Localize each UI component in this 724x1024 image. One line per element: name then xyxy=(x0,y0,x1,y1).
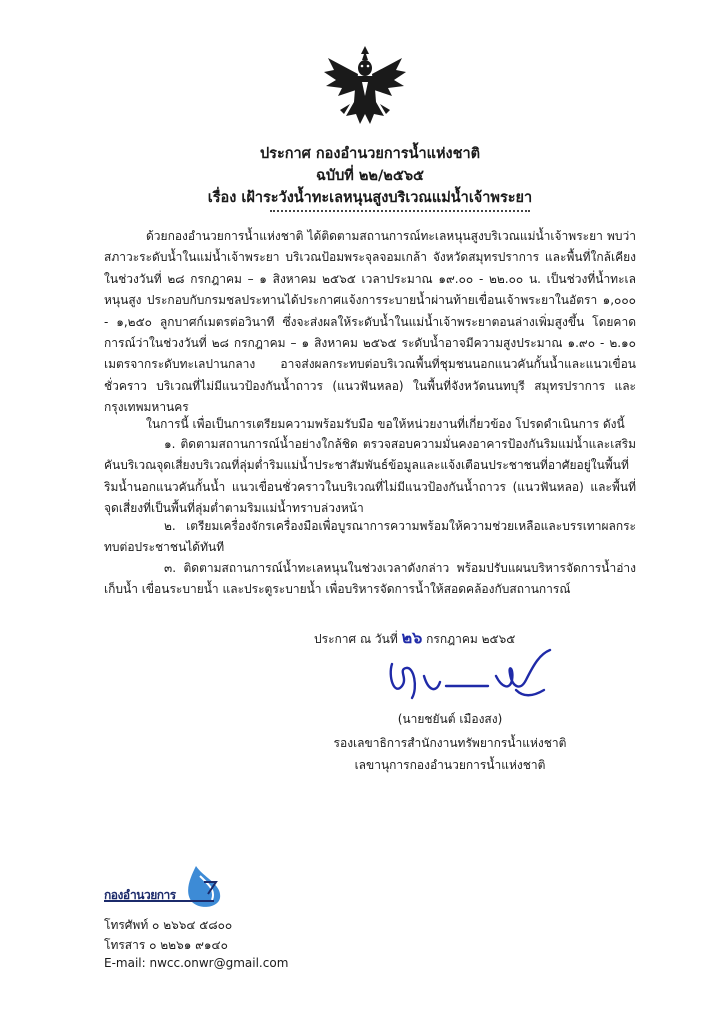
handwritten-signature xyxy=(384,646,564,708)
announcement-subject: เรื่อง เฝ้าระวังน้ำทะเลหนุนสูงบริเวณแม่น้ำเจ้าพระยา xyxy=(207,190,533,206)
contact-phone: โทรศัพท์ ๐ ๒๖๖๔ ๕๘๐๐ xyxy=(104,918,233,932)
announcement-number: ฉบับที่ ๒๒/๒๕๖๕ xyxy=(315,168,424,184)
body-paragraph-request: ในการนี้ เพื่อเป็นการเตรียมความพร้อมรับมือ ขอให้หน่วยงานที่เกี่ยวข้อง โปรดดำเนินการ ดังนี้ xyxy=(146,417,625,431)
contact-email: E-mail: nwcc.onwr@gmail.com xyxy=(104,956,289,970)
signer-position-primary: รองเลขาธิการสำนักงานทรัพยากรน้ำแห่งชาติ xyxy=(333,736,567,750)
signer-name: (นายชยันต์ เมืองสง) xyxy=(397,712,503,726)
date-day-handwritten: ๒๖ xyxy=(401,628,423,647)
contact-fax: โทรสาร ๐ ๒๒๖๑ ๙๑๔๐ xyxy=(104,938,228,952)
garuda-emblem-icon xyxy=(320,44,410,128)
action-item-1: ๑. ติดตามสถานการณ์น้ำอย่างใกล้ชิด ตรวจสอบความมั่นคงอาคารป้องกันริมแม่น้ำและเสริมคันบริเวณจุดเสี่ยงบริเวณที่ลุ่มต่ำริมแม่น้ำประชาสัมพันธ์ข้อมูลและแจ้งเตือนประชาชนที่อาศัยอยู่ในพื้นที่ริมน้ำนอกแนวคันกั้นน้ำ แนวเขื่อนชั่วคราวในบริเวณที่ไม่มีแนวป้องกันน้ำถาวร (แนวฟันหลอ) และพื้นที่จุดเสี่ยงที่เป็นพื้นที่ลุ่มต่ำตามริมแม่น้ำทราบล่วงหน้า xyxy=(104,437,636,516)
action-item-2: ๒. เตรียมเครื่องจักรเครื่องมือเพื่อบูรณาการความพร้อมให้ความช่วยเหลือและบรรเทาผลกระทบต่อประชาชนได้ทันที xyxy=(104,519,636,555)
title-divider xyxy=(270,210,530,212)
action-item-3: ๓. ติดตามสถานการณ์น้ำทะเลหนุนในช่วงเวลาดังกล่าว พร้อมปรับแผนบริหารจัดการน้ำอ่างเก็บน้ำ เขื่อนระบายน้ำ และประตูระบายน้ำ เพื่อบริหารจัดการน้ำให้สอดคล้องกับสถานการณ์ xyxy=(104,561,636,597)
nwcc-logo xyxy=(104,864,244,910)
date-prefix: ประกาศ ณ วันที่ xyxy=(314,632,398,646)
logo-wordmark: กองอำนวยการ xyxy=(104,888,176,902)
signer-position-secondary: เลขานุการกองอำนวยการน้ำแห่งชาติ xyxy=(354,758,546,772)
announcement-org-title: ประกาศ กองอำนวยการน้ำแห่งชาติ xyxy=(259,146,481,162)
date-suffix: กรกฎาคม ๒๕๖๕ xyxy=(426,632,516,646)
body-paragraph-situation: ด้วยกองอำนวยการน้ำแห่งชาติ ได้ติดตามสถานการณ์ทะเลหนุนสูงบริเวณแม่น้ำเจ้าพระยา พบว่าสภาวะระดับน้ำในแม่น้ำเจ้าพระยา บริเวณป้อมพระจุลจอมเกล้า จังหวัดสมุทรปราการ และพื้นที่ใกล้เคียง ในช่วงวันที่ ๒๘ กรกฎาคม – ๑ สิงหาคม ๒๕๖๕ เวลาประมาณ ๑๙.๐๐ - ๒๒.๐๐ น. เป็นช่วงที่น้ำทะเลหนุนสูง ประกอบกับกรมชลประทานได้ประกาศแจ้งการระบายน้ำผ่านท้ายเขื่อนเจ้าพระยาในอัตรา ๑,๐๐๐ - ๑,๒๕๐ ลูกบาศก์เมตรต่อวินาที ซึ่งจะส่งผลให้ระดับน้ำในแม่น้ำเจ้าพระยาตอนล่างเพิ่มสูงขึ้น โดยคาดการณ์ว่าในช่วงวันที่ ๒๘ กรกฎาคม – ๑ สิงหาคม ๒๕๖๕ ระดับน้ำอาจมีความสูงประมาณ ๑.๙๐ - ๒.๑๐ เมตรจากระดับทะเลปานกลาง อาจส่งผลกระทบต่อบริเวณพื้นที่ชุมชนนอกแนวคันกั้นน้ำและแนวเขื่อนชั่วคราว บริเวณที่ไม่มีแนวป้องกันน้ำถาวร (แนวฟันหลอ) ในพื้นที่จังหวัดนนทบุรี สมุทรปราการ และกรุงเทพมหานคร xyxy=(104,229,636,415)
